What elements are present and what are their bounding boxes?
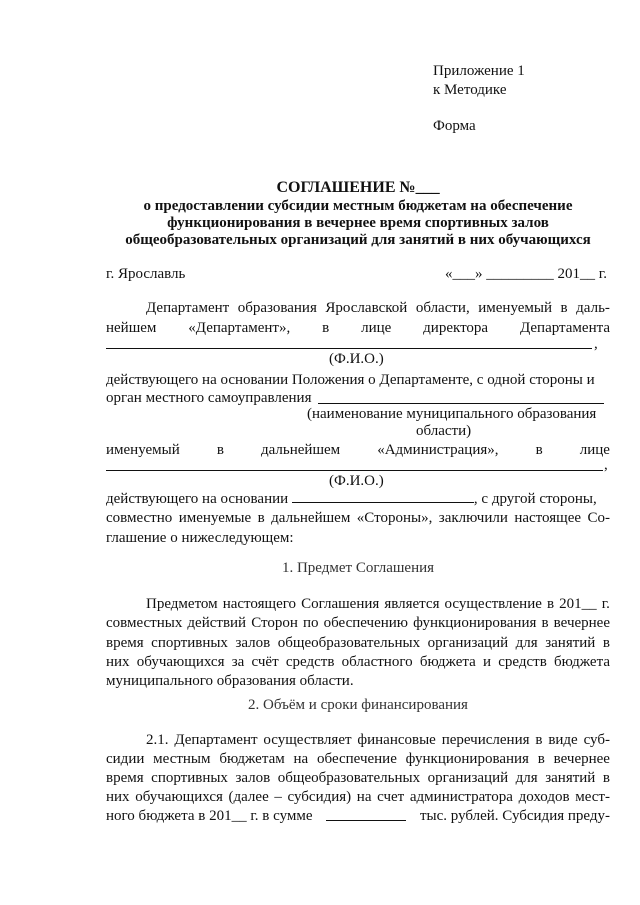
word: дальнейшем — [260, 442, 341, 458]
word: осуществление — [444, 596, 542, 612]
word: вечернее — [553, 615, 610, 631]
word: перечисления — [441, 732, 530, 748]
word: действий — [187, 615, 247, 631]
word: лице — [361, 320, 392, 336]
section-1-line-5: муниципального образования области. — [106, 673, 354, 689]
annex-line-1: Приложение 1 — [433, 63, 525, 79]
preamble-line-1 — [146, 298, 610, 318]
word: местным — [153, 751, 211, 767]
basis-start: действующего на основании — [106, 491, 289, 507]
word: осуществляет — [263, 732, 352, 748]
word: за — [231, 654, 245, 670]
section-2-line-5 — [106, 806, 610, 826]
amount-field[interactable] — [326, 806, 406, 821]
agreement-heading-text: СОГЛАШЕНИЕ № — [276, 179, 416, 196]
word: занятий — [545, 635, 596, 651]
form-label: Форма — [433, 118, 476, 134]
section-1-line-1 — [146, 594, 610, 614]
word: общеобразовательных — [277, 635, 421, 651]
word: обучающихся — [136, 654, 225, 670]
word: них — [106, 789, 130, 805]
word: именуемые — [178, 510, 252, 526]
section-1-line-3 — [106, 633, 610, 653]
word: в — [541, 615, 549, 631]
word: счёт — [251, 654, 279, 670]
word: нейшем — [106, 320, 157, 336]
word: функционирования — [405, 751, 529, 767]
word: счет — [377, 789, 405, 805]
word: обеспечение — [317, 751, 397, 767]
municipality-hint-1: (наименование муниципального образования — [307, 406, 597, 422]
section-2-line-2 — [106, 749, 610, 769]
word: директора — [423, 320, 489, 336]
word: «Администрация», — [377, 442, 499, 458]
word: вечернее — [553, 751, 610, 767]
basis-end: , с другой стороны, — [473, 491, 597, 507]
together-end: глашение о нижеследующем: — [106, 530, 294, 546]
word: образования — [237, 300, 317, 316]
word: даль- — [576, 300, 610, 316]
section-2-line-1 — [146, 730, 610, 750]
municipality-hint-2: области) — [416, 423, 472, 439]
word: бюджетам — [219, 751, 285, 767]
word: обеспечению — [323, 615, 409, 631]
word: администратора — [409, 789, 513, 805]
word: Сторон — [251, 615, 298, 631]
word: виде — [548, 732, 578, 748]
word: на — [356, 789, 372, 805]
word: в — [535, 732, 543, 748]
amount-suffix: тыс. рублей. Субсидия преду- — [419, 808, 610, 824]
basis-line-2 — [106, 489, 610, 509]
word: настоящее — [514, 510, 582, 526]
word: Департамента — [519, 320, 610, 336]
word: в — [602, 770, 610, 786]
word: «Департамент», — [188, 320, 291, 336]
word: в — [602, 635, 610, 651]
word: Соглашения — [301, 596, 380, 612]
fio-label-2: (Ф.И.О.) — [329, 473, 384, 489]
basis-document-field[interactable] — [292, 502, 474, 503]
preamble-line-2 — [106, 318, 610, 338]
word: общеобразовательных — [277, 770, 421, 786]
section-1-line-4 — [106, 652, 610, 672]
word: финансовые — [357, 732, 436, 748]
word: в — [560, 300, 568, 316]
annex-line-2: к Методике — [433, 82, 507, 98]
word: залов — [235, 635, 271, 651]
organ-label: орган местного самоуправления — [106, 390, 312, 406]
word: средств — [498, 654, 547, 670]
comma-2: , — [604, 457, 608, 473]
word: организаций — [427, 635, 509, 651]
word: и — [483, 654, 492, 670]
word: бюджета — [554, 654, 610, 670]
word: – — [274, 789, 282, 805]
word: в — [537, 751, 545, 767]
word: (далее — [228, 789, 269, 805]
word: по — [302, 615, 319, 631]
section-2-line-3 — [106, 768, 610, 788]
amount-prefix: ного бюджета в 201__ г. в сумме — [106, 808, 313, 824]
word: совместных — [106, 615, 183, 631]
word: организаций — [427, 770, 509, 786]
word: именуемый — [478, 300, 553, 316]
word: спортивных — [151, 635, 228, 651]
word: области, — [415, 300, 470, 316]
word: спортивных — [151, 770, 228, 786]
title-line-1: о предоставлении субсидии местным бюджетам на обеспечение — [143, 198, 573, 214]
word: бюджета — [419, 654, 476, 670]
word: в — [322, 320, 330, 336]
word: Ярославской — [325, 300, 408, 316]
word: занятий — [545, 770, 596, 786]
word: дальнейшем — [271, 510, 351, 526]
word: лице — [579, 442, 610, 458]
word: Департамент — [146, 300, 230, 316]
agreement-number-blank: ___ — [415, 179, 440, 196]
word: время — [106, 770, 144, 786]
fio-label-1: (Ф.И.О.) — [329, 351, 384, 367]
word: субсидия) — [287, 789, 352, 805]
word: обучающихся — [135, 789, 223, 805]
word: заключили — [438, 510, 508, 526]
preamble-basis-line: действующего на основании Положения о Департаменте, с одной стороны и — [106, 372, 595, 388]
word: функционирования — [413, 615, 537, 631]
word: Предметом — [146, 596, 218, 612]
word: доходов — [518, 789, 570, 805]
word: «Стороны», — [356, 510, 433, 526]
word: залов — [235, 770, 271, 786]
word: Со- — [587, 510, 610, 526]
word: совместно — [106, 510, 173, 526]
word: именуемый — [106, 442, 180, 458]
word: на — [293, 751, 309, 767]
word: для — [515, 635, 538, 651]
date-blank: «___» _________ 201__ г. — [445, 266, 607, 282]
word: время — [106, 635, 144, 651]
word: 2.1. — [146, 732, 169, 748]
together-line — [106, 508, 610, 528]
word: является — [384, 596, 440, 612]
section-2-line-4 — [106, 787, 610, 807]
title-line-3: общеобразовательных организаций для занятий в них обучающихся — [125, 232, 591, 248]
administration-line — [106, 440, 610, 460]
comma-1: , — [594, 336, 598, 352]
word: для — [515, 770, 538, 786]
word: г. — [601, 596, 610, 612]
title-line-2: функционирования в вечернее время спортивных залов — [167, 215, 549, 231]
word: сидии — [106, 751, 145, 767]
word: средств — [285, 654, 335, 670]
word: 201__ — [559, 596, 597, 612]
section-2-heading: 2. Объём и сроки финансирования — [248, 697, 468, 713]
word: мест- — [575, 789, 610, 805]
word: в — [546, 596, 555, 612]
word: областного — [341, 654, 413, 670]
word: них — [106, 654, 130, 670]
section-1-line-2 — [106, 613, 610, 633]
word: в — [535, 442, 543, 458]
city: г. Ярославль — [106, 266, 186, 282]
word: суб- — [583, 732, 610, 748]
agreement-heading — [106, 178, 610, 198]
word: Департамент — [174, 732, 258, 748]
word: в — [216, 442, 224, 458]
word: настоящего — [222, 596, 297, 612]
section-1-heading: 1. Предмет Соглашения — [281, 560, 435, 576]
word: в — [257, 510, 265, 526]
